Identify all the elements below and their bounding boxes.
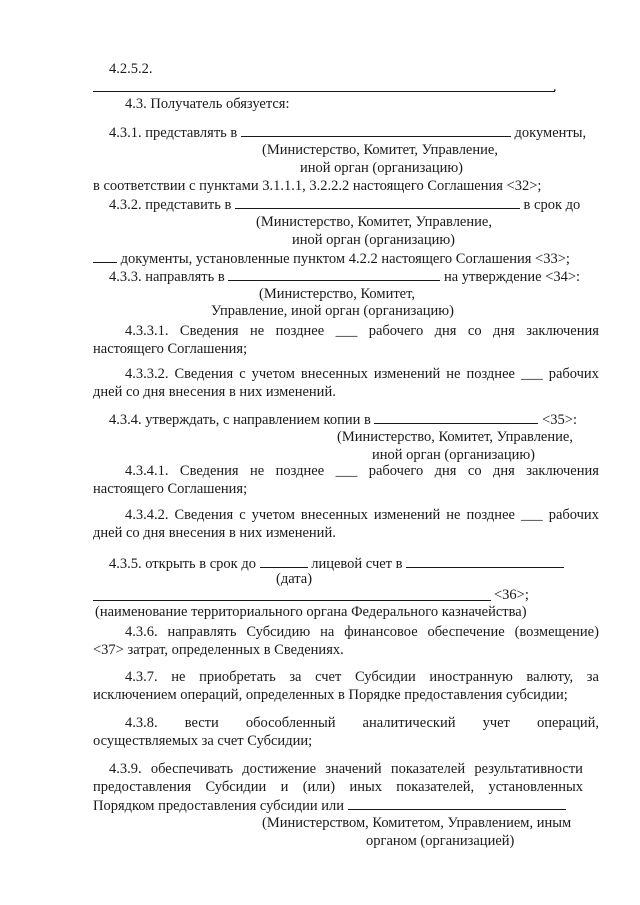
- word: 4.3.9.: [109, 761, 142, 777]
- word: за: [586, 669, 599, 685]
- word: вести: [184, 715, 219, 731]
- word: дня: [434, 323, 457, 339]
- word: иных: [349, 779, 382, 795]
- word: Сведения: [174, 507, 234, 523]
- clause-4-3-9: [109, 760, 583, 778]
- word: операций,: [536, 715, 599, 731]
- word: Сведения: [174, 366, 234, 382]
- word: счет: [315, 669, 342, 685]
- clause-4-3-7: [125, 668, 599, 686]
- clause-4-3-9-line-2: [93, 778, 583, 796]
- word: валюту,: [526, 669, 574, 685]
- blank-line: [260, 554, 308, 568]
- blank-line: [241, 123, 511, 137]
- word: со: [467, 323, 482, 339]
- clause-4-3-3-note-2: Управление, иной орган (организацию): [211, 303, 454, 319]
- word: дня: [493, 323, 515, 339]
- word: показателей,: [396, 779, 475, 795]
- word: ___: [335, 463, 358, 479]
- word: позднее: [275, 463, 325, 479]
- clause-4-3-9-line-3: Порядком предоставления субсидии или: [93, 796, 566, 815]
- clause-4-3-3-note-1: (Министерство, Комитет,: [259, 286, 415, 302]
- clause-4-3-3-2: [125, 365, 599, 383]
- word: ___: [520, 366, 543, 382]
- clause-4-3-6: [125, 623, 599, 641]
- clause-4-3-6-end: <37> затрат, определенных в Сведениях.: [93, 642, 344, 658]
- word: (возмещение): [514, 624, 599, 640]
- word: изменений: [373, 507, 441, 523]
- word: за: [289, 669, 302, 685]
- word: обеспечение: [427, 624, 505, 640]
- word: не: [446, 507, 461, 523]
- blank-line: [93, 249, 117, 263]
- word: 4.3.3.2.: [125, 366, 169, 382]
- word: и: [280, 779, 289, 795]
- word: дня: [493, 463, 515, 479]
- blank-line: [374, 410, 538, 424]
- word: учетом: [251, 507, 295, 523]
- word: позднее: [466, 366, 515, 382]
- word: 4.3.3.1.: [125, 323, 169, 339]
- word: учетом: [251, 366, 295, 382]
- clause-4-3-3-2-end: дней со дня внесения в них изменений.: [93, 384, 336, 400]
- blank-line: [348, 796, 566, 810]
- word: 4.3.8.: [125, 715, 158, 731]
- word: (или): [302, 779, 336, 795]
- clause-4-3-4-2: [125, 506, 599, 524]
- word: показателей: [390, 761, 466, 777]
- word: позднее: [275, 323, 325, 339]
- blank-line: [93, 78, 555, 92]
- word: Субсидию: [246, 624, 311, 640]
- clause-4-3-5-note: (наименование территориального органа Федерального казначейства): [95, 604, 527, 620]
- word: достижение: [242, 761, 317, 777]
- clause-4-3-9-note-1: (Министерством, Комитетом, Управлением, иным: [262, 815, 572, 831]
- word: 4.3.4.1.: [125, 463, 169, 479]
- word: рабочих: [548, 366, 599, 382]
- word: обособленный: [245, 715, 336, 731]
- word: на: [320, 624, 335, 640]
- word: со: [467, 463, 482, 479]
- clause-4-3-heading: 4.3. Получатель обязуется:: [125, 96, 290, 112]
- word: Субсидии: [354, 669, 416, 685]
- clause-4-3-2-note-1: (Министерство, Комитет, Управление,: [256, 214, 492, 230]
- word: дня: [434, 463, 457, 479]
- clause-4-2-5-2: 4.2.5.2.: [109, 61, 153, 77]
- word: результативности: [474, 761, 583, 777]
- word: 4.3.7.: [125, 669, 158, 685]
- word: Сведения: [179, 323, 239, 339]
- word: заключения: [526, 323, 599, 339]
- clause-4-3-8: [125, 714, 599, 732]
- word: учет: [482, 715, 510, 731]
- clause-4-3-4-2-end: дней со дня внесения в них изменений.: [93, 525, 336, 541]
- word: не: [446, 366, 461, 382]
- clause-4-3-4-1-end: настоящего Соглашения;: [93, 481, 248, 497]
- word: с: [239, 366, 246, 382]
- word: предоставления: [93, 779, 192, 795]
- clause-4-3-1-start: 4.3.1. представлять в документы,: [109, 125, 587, 141]
- word: Субсидии: [205, 779, 267, 795]
- word: не: [171, 669, 186, 685]
- clause-4-3-7-end: исключением операций, определенных в Порядке предоставления субсидии;: [93, 687, 568, 703]
- clause-4-3-1-note-1: (Министерство, Комитет, Управление,: [262, 142, 498, 158]
- clause-4-3-2-note-2: иной орган (организацию): [292, 232, 455, 248]
- clause-4-3-4-start: 4.3.4. утверждать, с направлением копии в <35>:: [109, 412, 577, 428]
- word: значений: [325, 761, 382, 777]
- clause-4-2-5-2-end: .: [553, 79, 557, 95]
- clause-4-3-1-note-2: иной орган (организацию): [300, 160, 463, 176]
- clause-4-3-1-end: в соответствии с пунктами 3.1.1.1, 3.2.2.2 настоящего Соглашения <32>;: [93, 178, 542, 194]
- word: с: [239, 507, 246, 523]
- clause-4-3-5-start: 4.3.5. открыть в срок до лицевой счет в: [109, 554, 564, 573]
- blank-line: [406, 554, 564, 568]
- word: внесенных: [300, 507, 368, 523]
- word: не: [250, 323, 265, 339]
- date-caption: (дата): [276, 571, 313, 587]
- word: ___: [335, 323, 358, 339]
- word: изменений: [373, 366, 441, 382]
- clause-4-3-4-note-2: иной орган (организацию): [372, 447, 535, 463]
- clause-4-3-4-1: [125, 462, 599, 480]
- word: заключения: [526, 463, 599, 479]
- clause-4-3-4-note-1: (Министерство, Комитет, Управление,: [337, 429, 573, 445]
- word: 4.3.4.2.: [125, 507, 169, 523]
- word: не: [250, 463, 265, 479]
- clause-4-3-2-end: документы, установленные пунктом 4.2.2 настоящего Соглашения <33>;: [93, 249, 570, 268]
- word: Сведения: [179, 463, 239, 479]
- word: аналитический: [362, 715, 456, 731]
- word: рабочего: [368, 463, 424, 479]
- word: направлять: [167, 624, 237, 640]
- clause-4-3-2-start: 4.3.2. представить в в срок до: [109, 197, 581, 213]
- word: финансовое: [344, 624, 418, 640]
- word: внесенных: [300, 366, 368, 382]
- word: установленных: [488, 779, 583, 795]
- clause-4-3-3-start: 4.3.3. направлять в на утверждение <34>:: [109, 269, 581, 285]
- clause-4-3-3-1: [125, 322, 599, 340]
- blank-line: [93, 587, 491, 601]
- word: обеспечивать: [150, 761, 234, 777]
- blank-line: [228, 267, 440, 281]
- word: приобретать: [199, 669, 276, 685]
- word: 4.3.6.: [125, 624, 158, 640]
- clause-4-3-8-end: осуществляемых за счет Субсидии;: [93, 733, 313, 749]
- blank-line: [235, 195, 520, 209]
- word: иностранную: [429, 669, 513, 685]
- word: рабочего: [368, 323, 424, 339]
- clause-4-3-9-note-2: органом (организацией): [366, 833, 515, 849]
- footnote-ref-36: <36>;: [494, 587, 529, 603]
- word: рабочих: [548, 507, 599, 523]
- clause-4-3-3-1-end: настоящего Соглашения;: [93, 341, 248, 357]
- word: ___: [520, 507, 543, 523]
- word: позднее: [466, 507, 515, 523]
